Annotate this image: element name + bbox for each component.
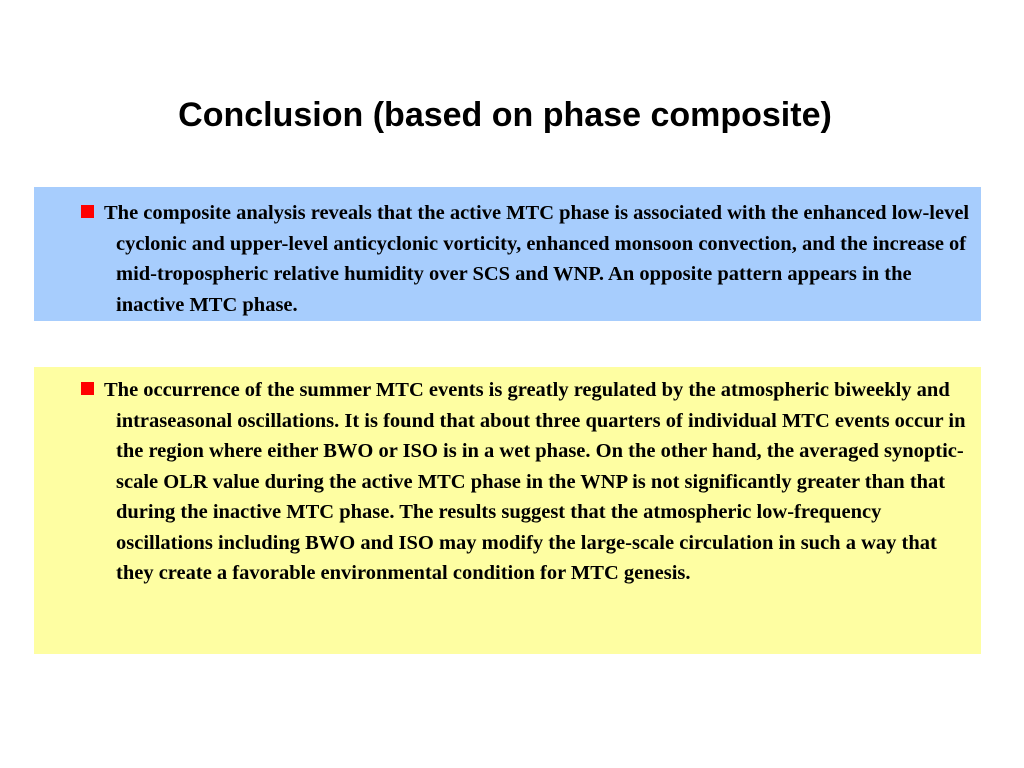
- bullet-text-2: The occurrence of the summer MTC events is greatly regulated by the atmospheric biweekly and intraseasonal oscillations. It is found that about three quarters of individual MTC events occur in the region where either BWO or ISO is in a wet phase. On the other hand, the averaged synoptic-scale OLR value during the active MTC phase in the WNP is not significantly greater than that during the inactive MTC phase. The results suggest that the atmospheric low-frequency oscillations including BWO and ISO may modify the large-scale circulation in such a way that they create a favorable environmental condition for MTC genesis.: [104, 379, 966, 584]
- red-square-bullet-icon: [81, 382, 94, 395]
- slide-title: Conclusion (based on phase composite): [178, 96, 832, 134]
- bullet-paragraph-2: [104, 375, 973, 589]
- bullet-paragraph-1: [104, 198, 973, 320]
- red-square-bullet-icon: [81, 205, 94, 218]
- bullet-text-1: The composite analysis reveals that the active MTC phase is associated with the enhanced low-level cyclonic and upper-level anticyclonic vorticity, enhanced monsoon convection, and the increase of mid-tropospheric relative humidity over SCS and WNP. An opposite pattern appears in the inactive MTC phase.: [104, 202, 970, 316]
- conclusion-box-2: [34, 367, 981, 654]
- conclusion-box-1: [34, 187, 981, 321]
